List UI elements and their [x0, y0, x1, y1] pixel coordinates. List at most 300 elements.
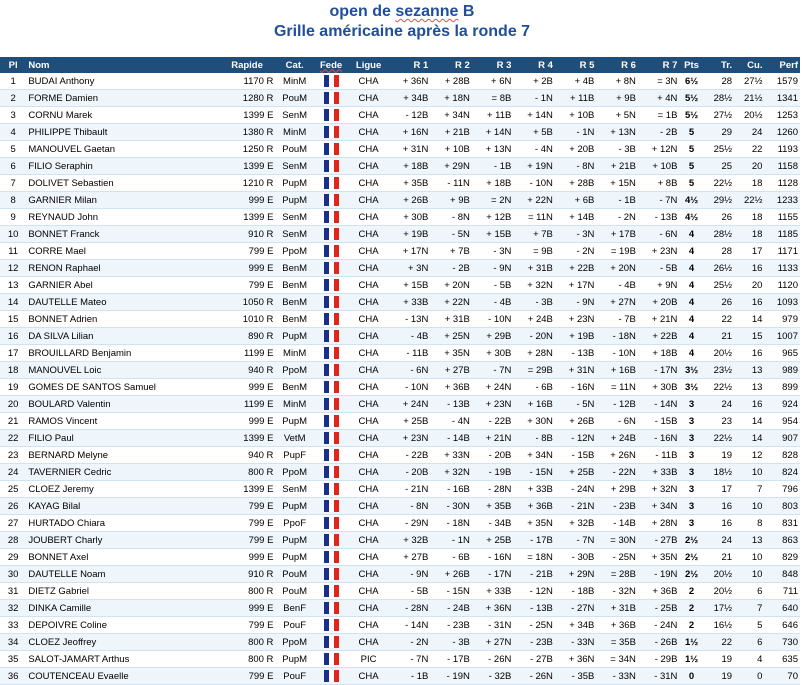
- tiebreak-tr-cell: 16: [704, 515, 734, 532]
- federation-cell: [314, 175, 348, 192]
- player-name-cell[interactable]: MANOUVEL Gaetan: [26, 141, 218, 158]
- round-result-cell: - 15B: [555, 447, 597, 464]
- round-result-cell: + 21B: [430, 124, 472, 141]
- place-cell: 19: [0, 379, 26, 396]
- france-flag-icon: [324, 653, 339, 665]
- performance-cell: 965: [764, 345, 800, 362]
- france-flag-icon: [324, 602, 339, 614]
- round-result-cell: - 16N: [555, 379, 597, 396]
- federation-cell: [314, 396, 348, 413]
- player-name-cell[interactable]: DINKA Camille: [26, 600, 218, 617]
- tiebreak-cu-cell: 18: [734, 226, 764, 243]
- round-result-cell: + 35N: [513, 515, 555, 532]
- place-cell: 12: [0, 260, 26, 277]
- round-result-cell: + 2B: [513, 73, 555, 90]
- tiebreak-cu-cell: 13: [734, 362, 764, 379]
- round-result-cell: + 14N: [472, 124, 514, 141]
- league-cell: CHA: [348, 209, 389, 226]
- round-result-cell: - 10N: [596, 345, 638, 362]
- league-cell: CHA: [348, 243, 389, 260]
- performance-cell: 1158: [764, 158, 800, 175]
- tiebreak-tr-cell: 29½: [704, 192, 734, 209]
- france-flag-icon: [324, 381, 339, 393]
- header-tr[interactable]: Tr.: [704, 57, 734, 73]
- rating-cell: 1199 E: [219, 396, 276, 413]
- rating-cell: 800 R: [219, 464, 276, 481]
- round-result-cell: - 4N: [430, 413, 472, 430]
- round-result-cell: - 17N: [472, 566, 514, 583]
- tiebreak-tr-cell: 19: [704, 668, 734, 685]
- round-result-cell: - 16B: [430, 481, 472, 498]
- league-cell: CHA: [348, 141, 389, 158]
- player-name-cell[interactable]: BROUILLARD Benjamin: [26, 345, 218, 362]
- round-result-cell: - 7B: [596, 311, 638, 328]
- tiebreak-tr-cell: 17½: [704, 600, 734, 617]
- round-result-cell: + 5B: [513, 124, 555, 141]
- league-cell: CHA: [348, 668, 389, 685]
- league-cell: CHA: [348, 430, 389, 447]
- player-name-cell[interactable]: CORNU Marek: [26, 107, 218, 124]
- player-name-cell[interactable]: DAUTELLE Noam: [26, 566, 218, 583]
- round-result-cell: - 8B: [513, 430, 555, 447]
- rating-cell: 1250 R: [219, 141, 276, 158]
- player-name-cell[interactable]: CORRE Mael: [26, 243, 218, 260]
- player-name-cell[interactable]: SALOT-JAMART Arthus: [26, 651, 218, 668]
- round-result-cell: + 18B: [638, 345, 680, 362]
- tiebreak-tr-cell: 23½: [704, 362, 734, 379]
- header-r7[interactable]: R 7: [638, 57, 680, 73]
- round-result-cell: - 14N: [638, 396, 680, 413]
- round-result-cell: + 32N: [513, 277, 555, 294]
- league-cell: CHA: [348, 73, 389, 90]
- header-cat[interactable]: Cat.: [275, 57, 313, 73]
- round-result-cell: - 12B: [596, 396, 638, 413]
- category-cell: PouM: [275, 90, 313, 107]
- table-row: [0, 651, 800, 668]
- round-result-cell: - 34B: [472, 515, 514, 532]
- points-cell: 4: [679, 345, 703, 362]
- player-name-cell[interactable]: KAYAG Bilal: [26, 498, 218, 515]
- tiebreak-tr-cell: 22: [704, 311, 734, 328]
- player-name-cell[interactable]: BERNARD Melyne: [26, 447, 218, 464]
- performance-cell: 979: [764, 311, 800, 328]
- category-cell: PupM: [275, 532, 313, 549]
- player-name-cell[interactable]: RAMOS Vincent: [26, 413, 218, 430]
- rating-cell: 999 E: [219, 192, 276, 209]
- player-name-cell[interactable]: FILIO Seraphin: [26, 158, 218, 175]
- table-row: [0, 226, 800, 243]
- player-name-cell[interactable]: BOULARD Valentin: [26, 396, 218, 413]
- league-cell: CHA: [348, 158, 389, 175]
- tiebreak-tr-cell: 24: [704, 532, 734, 549]
- header-cu[interactable]: Cu.: [734, 57, 764, 73]
- round-result-cell: - 10N: [389, 379, 431, 396]
- round-result-cell: - 20N: [513, 328, 555, 345]
- round-result-cell: - 5N: [430, 226, 472, 243]
- round-result-cell: + 36N: [389, 73, 431, 90]
- round-result-cell: - 2N: [389, 634, 431, 651]
- round-result-cell: + 20N: [430, 277, 472, 294]
- table-row: [0, 413, 800, 430]
- round-result-cell: - 2B: [638, 124, 680, 141]
- player-name-cell[interactable]: FORME Damien: [26, 90, 218, 107]
- round-result-cell: - 15B: [638, 413, 680, 430]
- header-r2[interactable]: R 2: [430, 57, 472, 73]
- points-cell: 2: [679, 583, 703, 600]
- player-name-cell[interactable]: BUDAI Anthony: [26, 73, 218, 90]
- player-name-cell[interactable]: DOLIVET Sebastien: [26, 175, 218, 192]
- rating-cell: 1380 R: [219, 124, 276, 141]
- round-result-cell: - 13B: [513, 600, 555, 617]
- tiebreak-cu-cell: 14: [734, 311, 764, 328]
- tiebreak-tr-cell: 20½: [704, 566, 734, 583]
- round-result-cell: - 27N: [555, 600, 597, 617]
- place-cell: 6: [0, 158, 26, 175]
- points-cell: 4: [679, 311, 703, 328]
- round-result-cell: + 12N: [638, 141, 680, 158]
- player-name-cell[interactable]: JOUBERT Charly: [26, 532, 218, 549]
- category-cell: PpoM: [275, 634, 313, 651]
- player-name-cell[interactable]: BONNET Axel: [26, 549, 218, 566]
- place-cell: 7: [0, 175, 26, 192]
- round-result-cell: + 26B: [389, 192, 431, 209]
- performance-cell: 829: [764, 549, 800, 566]
- header-r1[interactable]: R 1: [389, 57, 431, 73]
- tiebreak-cu-cell: 7: [734, 481, 764, 498]
- round-result-cell: + 19B: [555, 328, 597, 345]
- round-result-cell: - 26B: [638, 634, 680, 651]
- table-row: [0, 600, 800, 617]
- table-row: [0, 192, 800, 209]
- category-cell: BenM: [275, 294, 313, 311]
- header-pts[interactable]: Pts: [679, 57, 703, 73]
- federation-cell: [314, 481, 348, 498]
- rating-cell: 999 E: [219, 413, 276, 430]
- performance-cell: 989: [764, 362, 800, 379]
- round-result-cell: + 27B: [389, 549, 431, 566]
- rating-cell: 799 E: [219, 668, 276, 685]
- round-result-cell: + 10B: [638, 158, 680, 175]
- league-cell: CHA: [348, 498, 389, 515]
- header-row: [0, 57, 800, 73]
- tiebreak-tr-cell: 19: [704, 651, 734, 668]
- round-result-cell: = 3N: [638, 73, 680, 90]
- category-cell: MinM: [275, 396, 313, 413]
- performance-cell: 640: [764, 600, 800, 617]
- performance-cell: 828: [764, 447, 800, 464]
- round-result-cell: - 7N: [555, 532, 597, 549]
- tiebreak-tr-cell: 26: [704, 209, 734, 226]
- round-result-cell: - 17B: [513, 532, 555, 549]
- tiebreak-cu-cell: 18: [734, 209, 764, 226]
- rating-cell: 800 R: [219, 651, 276, 668]
- place-cell: 11: [0, 243, 26, 260]
- place-cell: 14: [0, 294, 26, 311]
- league-cell: CHA: [348, 362, 389, 379]
- round-result-cell: + 7B: [430, 243, 472, 260]
- performance-cell: 899: [764, 379, 800, 396]
- points-cell: 2: [679, 617, 703, 634]
- round-result-cell: + 11B: [472, 107, 514, 124]
- round-result-cell: - 3B: [430, 634, 472, 651]
- player-name-cell[interactable]: BONNET Franck: [26, 226, 218, 243]
- round-result-cell: = 8B: [472, 90, 514, 107]
- round-result-cell: + 15B: [472, 226, 514, 243]
- round-result-cell: + 20B: [555, 141, 597, 158]
- round-result-cell: - 7N: [638, 192, 680, 209]
- player-name-cell[interactable]: GOMES DE SANTOS Samuel: [26, 379, 218, 396]
- league-cell: CHA: [348, 260, 389, 277]
- round-result-cell: - 26N: [513, 668, 555, 685]
- round-result-cell: - 31N: [472, 617, 514, 634]
- table-row: [0, 158, 800, 175]
- rating-cell: 1050 R: [219, 294, 276, 311]
- table-row: [0, 141, 800, 158]
- points-cell: 3: [679, 515, 703, 532]
- place-cell: 1: [0, 73, 26, 90]
- player-name-cell[interactable]: MANOUVEL Loic: [26, 362, 218, 379]
- header-ligue[interactable]: Ligue: [348, 57, 389, 73]
- france-flag-icon: [324, 568, 339, 580]
- round-result-cell: - 19N: [430, 668, 472, 685]
- table-row: [0, 583, 800, 600]
- points-cell: 3: [679, 498, 703, 515]
- round-result-cell: - 25B: [638, 600, 680, 617]
- round-result-cell: - 28N: [472, 481, 514, 498]
- category-cell: PpoM: [275, 243, 313, 260]
- round-result-cell: + 34B: [555, 617, 597, 634]
- france-flag-icon: [324, 364, 339, 376]
- player-name-cell[interactable]: HURTADO Chiara: [26, 515, 218, 532]
- tiebreak-cu-cell: 6: [734, 583, 764, 600]
- rating-cell: 999 E: [219, 260, 276, 277]
- league-cell: CHA: [348, 107, 389, 124]
- tiebreak-cu-cell: 0: [734, 668, 764, 685]
- league-cell: PIC: [348, 651, 389, 668]
- round-result-cell: - 6N: [638, 226, 680, 243]
- federation-cell: [314, 277, 348, 294]
- federation-cell: [314, 566, 348, 583]
- place-cell: 10: [0, 226, 26, 243]
- round-result-cell: - 7N: [389, 651, 431, 668]
- place-cell: 3: [0, 107, 26, 124]
- tiebreak-cu-cell: 20: [734, 277, 764, 294]
- round-result-cell: - 10N: [513, 175, 555, 192]
- player-name-cell[interactable]: GARNIER Milan: [26, 192, 218, 209]
- round-result-cell: - 22N: [596, 464, 638, 481]
- round-result-cell: + 34N: [638, 498, 680, 515]
- round-result-cell: - 25N: [513, 617, 555, 634]
- round-result-cell: - 11B: [638, 447, 680, 464]
- round-result-cell: + 15B: [389, 277, 431, 294]
- round-result-cell: + 16N: [389, 124, 431, 141]
- player-name-cell[interactable]: FILIO Paul: [26, 430, 218, 447]
- federation-cell: [314, 328, 348, 345]
- table-row: [0, 617, 800, 634]
- tiebreak-tr-cell: 28: [704, 243, 734, 260]
- rating-cell: 799 E: [219, 243, 276, 260]
- france-flag-icon: [324, 517, 339, 529]
- federation-cell: [314, 447, 348, 464]
- place-cell: 36: [0, 668, 26, 685]
- round-result-cell: - 2N: [596, 209, 638, 226]
- category-cell: PupM: [275, 498, 313, 515]
- round-result-cell: + 16B: [596, 362, 638, 379]
- round-result-cell: + 6N: [472, 73, 514, 90]
- header-nom[interactable]: Nom: [26, 57, 218, 73]
- round-result-cell: - 32N: [596, 583, 638, 600]
- player-name-cell[interactable]: GARNIER Abel: [26, 277, 218, 294]
- player-name-cell[interactable]: DIETZ Gabriel: [26, 583, 218, 600]
- round-result-cell: - 1N: [430, 532, 472, 549]
- category-cell: PpoM: [275, 464, 313, 481]
- player-name-cell[interactable]: PHILIPPE Thibault: [26, 124, 218, 141]
- player-name-cell[interactable]: DEPOIVRE Coline: [26, 617, 218, 634]
- france-flag-icon: [324, 228, 339, 240]
- player-name-cell[interactable]: DA SILVA Lilian: [26, 328, 218, 345]
- tiebreak-cu-cell: 14: [734, 413, 764, 430]
- round-result-cell: + 17B: [596, 226, 638, 243]
- france-flag-icon: [324, 296, 339, 308]
- place-cell: 17: [0, 345, 26, 362]
- table-row: [0, 447, 800, 464]
- performance-cell: 646: [764, 617, 800, 634]
- round-result-cell: + 31B: [596, 600, 638, 617]
- round-result-cell: + 15N: [596, 175, 638, 192]
- category-cell: PupM: [275, 549, 313, 566]
- category-cell: PouM: [275, 566, 313, 583]
- table-row: [0, 73, 800, 90]
- round-result-cell: + 25N: [430, 328, 472, 345]
- header-r4[interactable]: R 4: [513, 57, 555, 73]
- round-result-cell: - 24N: [555, 481, 597, 498]
- france-flag-icon: [324, 585, 339, 597]
- player-name-cell[interactable]: TAVERNIER Cedric: [26, 464, 218, 481]
- round-result-cell: - 15N: [513, 464, 555, 481]
- france-flag-icon: [324, 500, 339, 512]
- rating-cell: 799 E: [219, 498, 276, 515]
- round-result-cell: - 3B: [513, 294, 555, 311]
- player-name-cell[interactable]: CLOEZ Jeremy: [26, 481, 218, 498]
- round-result-cell: + 4B: [555, 73, 597, 90]
- federation-cell: [314, 141, 348, 158]
- round-result-cell: + 27N: [472, 634, 514, 651]
- round-result-cell: = 1B: [638, 107, 680, 124]
- round-result-cell: - 35B: [555, 668, 597, 685]
- player-name-cell[interactable]: CLOEZ Jeoffrey: [26, 634, 218, 651]
- round-result-cell: + 3N: [389, 260, 431, 277]
- rating-cell: 1399 E: [219, 209, 276, 226]
- round-result-cell: + 25B: [555, 464, 597, 481]
- table-row: [0, 345, 800, 362]
- header-r6[interactable]: R 6: [596, 57, 638, 73]
- place-cell: 15: [0, 311, 26, 328]
- round-result-cell: + 36B: [596, 617, 638, 634]
- player-name-cell[interactable]: REYNAUD John: [26, 209, 218, 226]
- points-cell: 3: [679, 413, 703, 430]
- results-table: [0, 57, 800, 685]
- round-result-cell: - 15N: [430, 583, 472, 600]
- league-cell: CHA: [348, 328, 389, 345]
- federation-cell: [314, 651, 348, 668]
- category-cell: PouM: [275, 583, 313, 600]
- header-fede[interactable]: Fede: [314, 57, 348, 73]
- federation-cell: [314, 668, 348, 685]
- round-result-cell: - 2B: [430, 260, 472, 277]
- tiebreak-cu-cell: 16: [734, 345, 764, 362]
- points-cell: 3: [679, 464, 703, 481]
- table-row: [0, 566, 800, 583]
- category-cell: SenM: [275, 226, 313, 243]
- header-rapide[interactable]: Rapide: [219, 57, 276, 73]
- round-result-cell: + 22N: [430, 294, 472, 311]
- tiebreak-tr-cell: 28: [704, 73, 734, 90]
- france-flag-icon: [324, 330, 339, 342]
- league-cell: CHA: [348, 379, 389, 396]
- round-result-cell: - 23B: [513, 634, 555, 651]
- page-subtitle: Grille américaine après la ronde 7: [273, 23, 531, 40]
- rating-cell: 940 R: [219, 447, 276, 464]
- place-cell: 22: [0, 430, 26, 447]
- round-result-cell: + 11B: [555, 90, 597, 107]
- player-name-cell[interactable]: COUTENCEAU Evaelle: [26, 668, 218, 685]
- performance-cell: 824: [764, 464, 800, 481]
- round-result-cell: - 27B: [513, 651, 555, 668]
- header-r5[interactable]: R 5: [555, 57, 597, 73]
- france-flag-icon: [324, 398, 339, 410]
- france-flag-icon: [324, 313, 339, 325]
- points-cell: 0: [679, 668, 703, 685]
- place-cell: 13: [0, 277, 26, 294]
- tiebreak-cu-cell: 16: [734, 294, 764, 311]
- header-pl[interactable]: Pl: [0, 57, 26, 73]
- rating-cell: 1210 R: [219, 175, 276, 192]
- round-result-cell: + 34N: [513, 447, 555, 464]
- points-cell: 2½: [679, 566, 703, 583]
- performance-cell: 863: [764, 532, 800, 549]
- federation-cell: [314, 600, 348, 617]
- points-cell: 5½: [679, 90, 703, 107]
- rating-cell: 1399 E: [219, 107, 276, 124]
- round-result-cell: + 27B: [430, 362, 472, 379]
- player-name-cell[interactable]: DAUTELLE Mateo: [26, 294, 218, 311]
- performance-cell: 831: [764, 515, 800, 532]
- round-result-cell: - 14B: [430, 430, 472, 447]
- round-result-cell: + 6B: [555, 192, 597, 209]
- header-perf[interactable]: Perf: [764, 57, 800, 73]
- round-result-cell: + 14B: [555, 209, 597, 226]
- round-result-cell: - 8N: [430, 209, 472, 226]
- round-result-cell: + 26B: [430, 566, 472, 583]
- rating-cell: 910 R: [219, 226, 276, 243]
- points-cell: 1½: [679, 634, 703, 651]
- federation-cell: [314, 73, 348, 90]
- round-result-cell: - 1B: [596, 192, 638, 209]
- player-name-cell[interactable]: BONNET Adrien: [26, 311, 218, 328]
- france-flag-icon: [324, 534, 339, 546]
- round-result-cell: + 23N: [472, 396, 514, 413]
- table-row: [0, 277, 800, 294]
- player-name-cell[interactable]: RENON Raphael: [26, 260, 218, 277]
- round-result-cell: + 9N: [638, 277, 680, 294]
- rating-cell: 799 E: [219, 277, 276, 294]
- tiebreak-cu-cell: 4: [734, 651, 764, 668]
- round-result-cell: - 24N: [638, 617, 680, 634]
- header-r3[interactable]: R 3: [472, 57, 514, 73]
- round-result-cell: + 23N: [555, 311, 597, 328]
- tiebreak-cu-cell: 8: [734, 515, 764, 532]
- tiebreak-cu-cell: 16: [734, 396, 764, 413]
